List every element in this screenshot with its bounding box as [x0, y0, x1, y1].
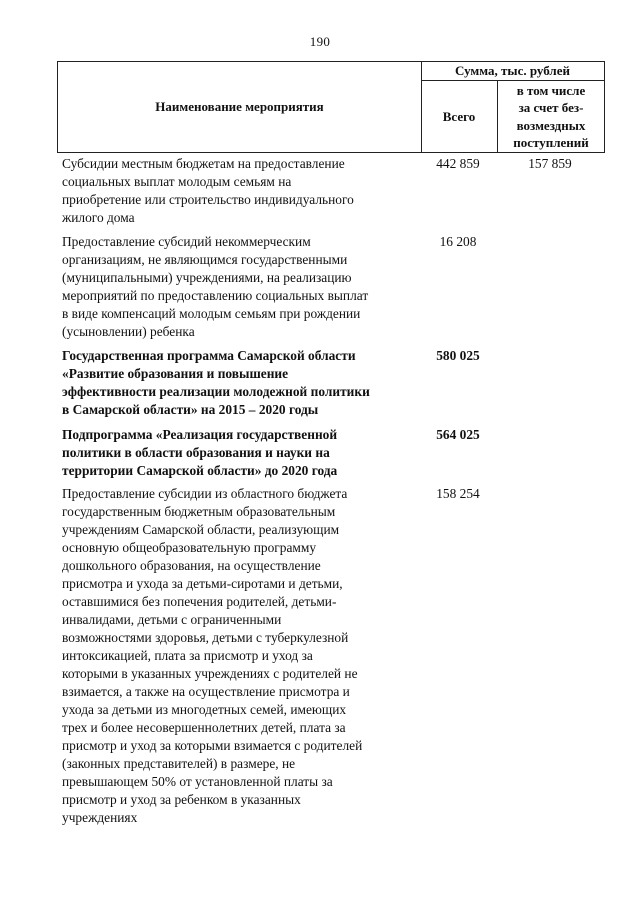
page-number: 190 — [309, 34, 331, 49]
header-including-column: в том числе за счет без- возмездных поступлений — [513, 82, 589, 150]
header-name-column: Наименование мероприятия — [58, 62, 422, 152]
row-name: Предоставление субсидии из областного бюджета государственным бюджетным образовательным учреждениям Самарской области, реализующим основную общеобразовательную программу дошкольного образования, на осуществление присмотра и ухода за детьми-сиротами и детьми, оставшимися без попечения родителей, детьми- инвалидами, детьми с ограниченными возможностями здоровья, детьми с туберкулезной интоксикацией, плата за присмотр и уход за которыми в указанных учреждениях с родителей не взимается, а также на осуществление присмотра и ухода за детьми из многодетных семей, имеющих трех и более несовершеннолетних детей, плата за присмотр и уход за которыми взимается с родителей (законных представителей) в размере, не превышающем 50% от установленной платы за присмотр и уход за ребенком в указанных учреждениях — [62, 486, 363, 825]
row-name: Подпрограмма «Реализация государственной политики в области образования и науки на территории Самарской области» до 2020 года — [62, 427, 338, 478]
row-name: Субсидии местным бюджетам на предоставление социальных выплат молодым семьям на приобретение или строительство индивидуального жилого дома — [62, 156, 354, 225]
row-total: 564 025 — [436, 427, 480, 442]
row-name: Предоставление субсидий некоммерческим организациям, не являющимся государственными (муниципальными) учреждениями, на реализацию мероприятий по предоставлению социальных выплат в виде компенсаций молодым семьям при рождении (усыновлении) ребенка — [62, 234, 369, 339]
row-name: Государственная программа Самарской области «Развитие образования и повышение эффективности реализации молодежной политики в Самарской области» на 2015 – 2020 годы — [62, 348, 370, 417]
header-sum-group: Сумма, тыс. рублей — [421, 62, 604, 81]
row-total: 158 254 — [436, 486, 480, 501]
row-total: 16 208 — [439, 234, 477, 249]
row-total: 580 025 — [436, 348, 480, 363]
row-total: 442 859 — [436, 156, 480, 171]
table-header — [57, 61, 605, 153]
header-total-column: Всего — [421, 81, 498, 152]
row-including: 157 859 — [528, 156, 572, 171]
